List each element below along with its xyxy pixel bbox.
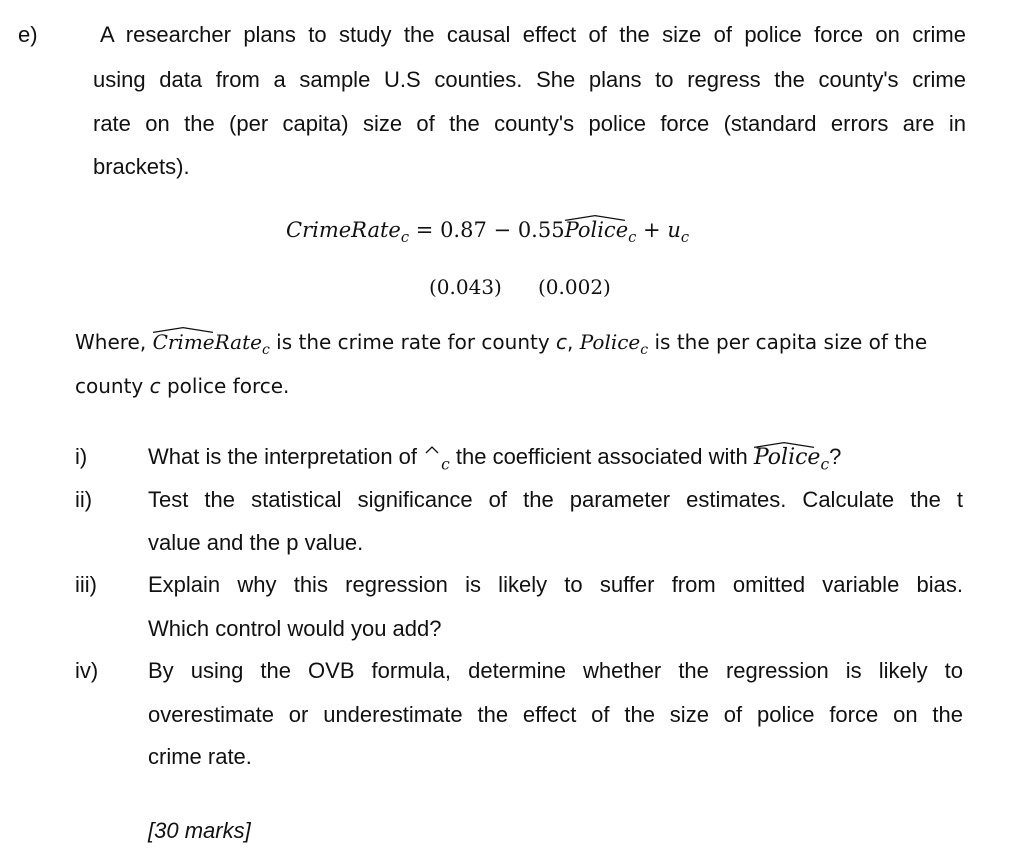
item-iii-line-2: Which control would you add? — [148, 616, 442, 641]
equation-equals: = — [415, 218, 434, 242]
equation-plus: + — [643, 218, 661, 242]
equation-error: u — [667, 218, 681, 242]
item-i-coef-sub: c — [441, 455, 450, 474]
item-i-text — [148, 444, 841, 473]
item-ii-line-2: value and the p value. — [148, 530, 364, 555]
where-var1-sub: c — [261, 341, 270, 358]
where-line-1 — [75, 330, 927, 358]
equation-lhs-sub: c — [400, 229, 410, 247]
where-text-1: Where, — [75, 330, 153, 354]
where-text-2: is the crime rate for county — [269, 330, 557, 354]
item-i-post: ? — [829, 444, 842, 469]
item-number-i: i) — [75, 444, 88, 469]
equation-regressor — [565, 218, 629, 242]
se-intercept: (0.043) — [429, 275, 502, 299]
where-var2-sub: c — [640, 341, 649, 358]
where-var1-text: CrimeRate — [152, 330, 262, 354]
item-iv-line-1: By using the OVB formula, determine whether the regression is likely to — [148, 658, 963, 683]
item-i-mid: the coefficient associated with — [449, 444, 754, 469]
se-slope: (0.002) — [538, 275, 611, 299]
equation-minus: − — [493, 218, 512, 242]
equation-error-sub: c — [680, 229, 690, 247]
item-i-var-sub: c — [820, 455, 830, 474]
where-line-2 — [75, 374, 289, 398]
where-var1 — [153, 330, 262, 354]
wide-hat-icon — [153, 327, 213, 333]
equation-lhs-var: CrimeRate — [286, 218, 401, 242]
where-var2: Police — [579, 330, 641, 354]
item-i-pre: What is the interpretation of — [148, 444, 424, 469]
intro-line-4: brackets). — [93, 154, 190, 179]
equation-slope: 0.55 — [517, 218, 565, 242]
marks-label: [30 marks] — [148, 818, 251, 843]
where-line2-pre: county — [75, 374, 150, 398]
intro-line-1: A researcher plans to study the causal effect of the size of police force on crime — [100, 22, 966, 47]
where-text-3: is the per capita size of the — [648, 330, 928, 354]
where-comma: , — [567, 330, 580, 354]
item-iv-line-3: crime rate. — [148, 744, 252, 769]
intro-line-3: rate on the (per capita) size of the county's police force (standard errors are in — [93, 111, 966, 136]
wide-hat-icon — [565, 215, 625, 221]
item-i-var-text: Police — [753, 445, 821, 470]
where-line2-c: c — [149, 374, 161, 398]
where-line2-post: police force. — [160, 374, 290, 398]
item-iv-line-2: overestimate or underestimate the effect of the size of police force on the — [148, 702, 963, 727]
wide-hat-icon — [754, 442, 814, 448]
item-i-var — [754, 445, 821, 470]
item-number-ii: ii) — [75, 487, 93, 512]
equation-regressor-var: Police — [564, 218, 629, 242]
regression-equation — [286, 218, 689, 246]
item-number-iii: iii) — [75, 572, 97, 597]
item-iii-line-1: Explain why this regression is likely to suffer from omitted variable bias. — [148, 572, 963, 597]
question-label: e) — [18, 22, 38, 47]
intro-line-2: using data from a sample U.S counties. She plans to regress the county's crime — [93, 67, 966, 92]
equation-intercept: 0.87 — [440, 218, 487, 242]
item-ii-line-1: Test the statistical significance of the parameter estimates. Calculate the t — [148, 487, 963, 512]
where-county-c: c — [556, 330, 568, 354]
item-number-iv: iv) — [75, 658, 99, 683]
equation-regressor-sub: c — [628, 229, 637, 247]
